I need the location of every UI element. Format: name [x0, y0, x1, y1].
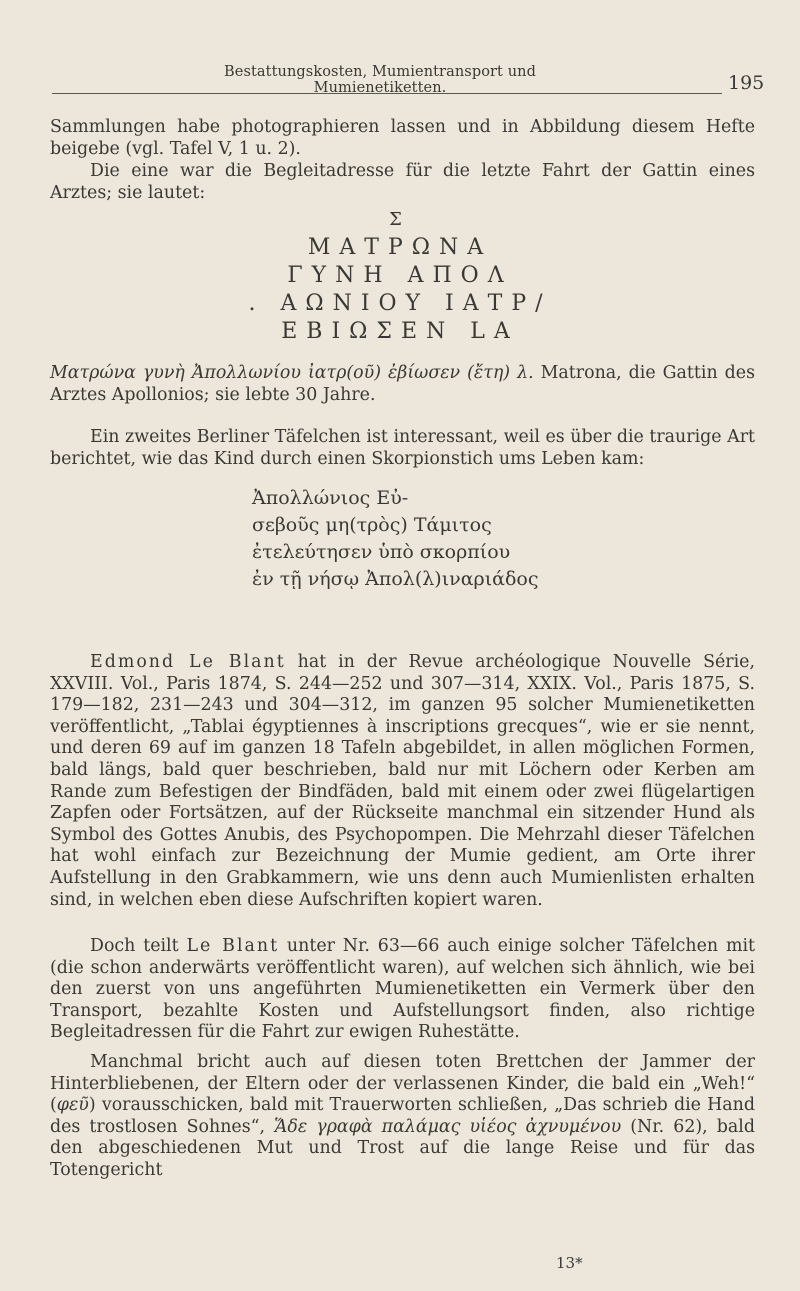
page-number: 195	[728, 72, 765, 94]
author-name: Edmond Le Blant	[90, 652, 286, 672]
german-translation: Matrona, die Gattin des Arztes Apollonios; sie lebte 30 Jahre.	[50, 363, 755, 405]
inscription-line: ἐν τῇ νήσῳ Ἀπολ(λ)ιναριάδος	[252, 568, 539, 590]
paragraph-6	[50, 1052, 755, 1182]
paragraph-2: Die eine war die Begleitadresse für die letzte Fahrt der Gattin eines Arztes; sie lautet:	[50, 161, 755, 203]
paragraph-4-text: hat in der Revue archéologique Nouvelle Série, XXVIII. Vol., Paris 1874, S. 244—252 und 307—314, XXIX. Vol., Paris 1875, S. 179—182, 231—243 und 304—312, im ganzen 95 solcher Mumienetiketten veröffentlicht, „Tablai égyptiennes à inscriptions grecques“, wie er sie nennt, und deren 69 auf im ganzen 18 Tafeln abgebildet, in allen möglichen Formen, bald längs, bald quer beschrieben, bald nur mit Löchern oder Kerben am Rande zum Befestigen der Bindfäden, bald mit einem oder zwei flügelartigen Zapfen oder Fortsätzen, auf der Rückseite manchmal ein sitzender Hund als Symbol des Gottes Anubis, des Psychopompen. Die Mehrzahl dieser Täfelchen hat wohl einfach zur Bezeichnung der Mumie gedient, am Orte ihrer Aufstellung in den Grabkammern, wie uns denn auch Mumienlisten erhalten sind, in welchen eben diese Aufschriften kopiert waren.	[50, 652, 755, 910]
greek-transcription: Ματρώνα γυνὴ Ἀπολλωνίου ἰατρ(οῦ) ἐβίωσεν (ἔτη) λ.	[50, 363, 534, 383]
paragraph-6-text: ) vorausschicken, bald mit Trauerworten schließen, „Das schrieb die Hand des trostlosen Sohnes“,	[50, 1095, 755, 1137]
greek-quote: Ἅδε γραφὰ παλάμας υἱέος ἀχνυμένου	[274, 1116, 622, 1137]
inscription-line: Ἀπολλώνιος Εὐ-	[252, 487, 409, 509]
signature-mark: 13*	[556, 1254, 583, 1272]
paragraph-1: Sammlungen habe photographieren lassen und in Abbildung diesem Hefte beigebe (vgl. Tafel V, 1 u. 2).	[50, 117, 755, 159]
paragraph-5	[50, 936, 755, 1044]
running-header: Bestattungskosten, Mumientransport und Mumienetiketten.	[224, 64, 536, 96]
inscription-line: ΜΑΤΡΩΝΑ	[307, 235, 493, 260]
inscription-line: ἐτελεύτησεν ὑπὸ σκορπίου	[252, 541, 511, 563]
header-rule	[52, 93, 722, 94]
paragraph-3: Ein zweites Berliner Täfelchen ist interessant, weil es über die traurige Art berichtet, wie das Kind durch einen Skorpionstich ums Leben kam:	[50, 427, 755, 469]
inscription-line: . ΑΩΝΙΟΥ ΙΑΤΡ/	[248, 291, 552, 316]
paragraph-4	[50, 652, 755, 911]
inscription-line: ΓΥΝΗ ΑΠΟΛ	[287, 263, 513, 288]
greek-word: φεῦ	[56, 1095, 89, 1116]
author-name: Le Blant	[186, 936, 280, 956]
paragraph-6-text: Manchmal bricht auch auf diesen toten Brettchen der Jammer der Hinterbliebenen, der Eltern oder der verlassenen Kinder, die bald ein „Weh!“ (	[50, 1052, 755, 1116]
inscription-line: Σ	[389, 209, 411, 230]
paragraph-5-text: unter Nr. 63—66 auch einige solcher Täfelchen mit (die schon anderwärts veröffentlicht waren), auf welchen sich ähnlich, wie bei den zuerst von uns angeführten Mumienetiketten ein Vermerk über den Transport, bezahlte Kosten und Aufstellungsort finden, also richtige Begleitadressen für die Fahrt zur ewigen Ruhestätte.	[50, 936, 755, 1043]
paragraph-5-lead: Doch teilt	[90, 936, 187, 956]
paragraph-6-text: (Nr. 62), bald den abgeschiedenen Mut und Trost auf die lange Reise und für das Totengericht	[50, 1116, 755, 1180]
inscription-line: ΕΒΙΩΣΕΝ LΑ	[281, 319, 519, 344]
inscription-line: σεβοῦς μη(τρὸς) Τάμιτος	[252, 514, 492, 536]
inscription-translation	[50, 362, 755, 406]
